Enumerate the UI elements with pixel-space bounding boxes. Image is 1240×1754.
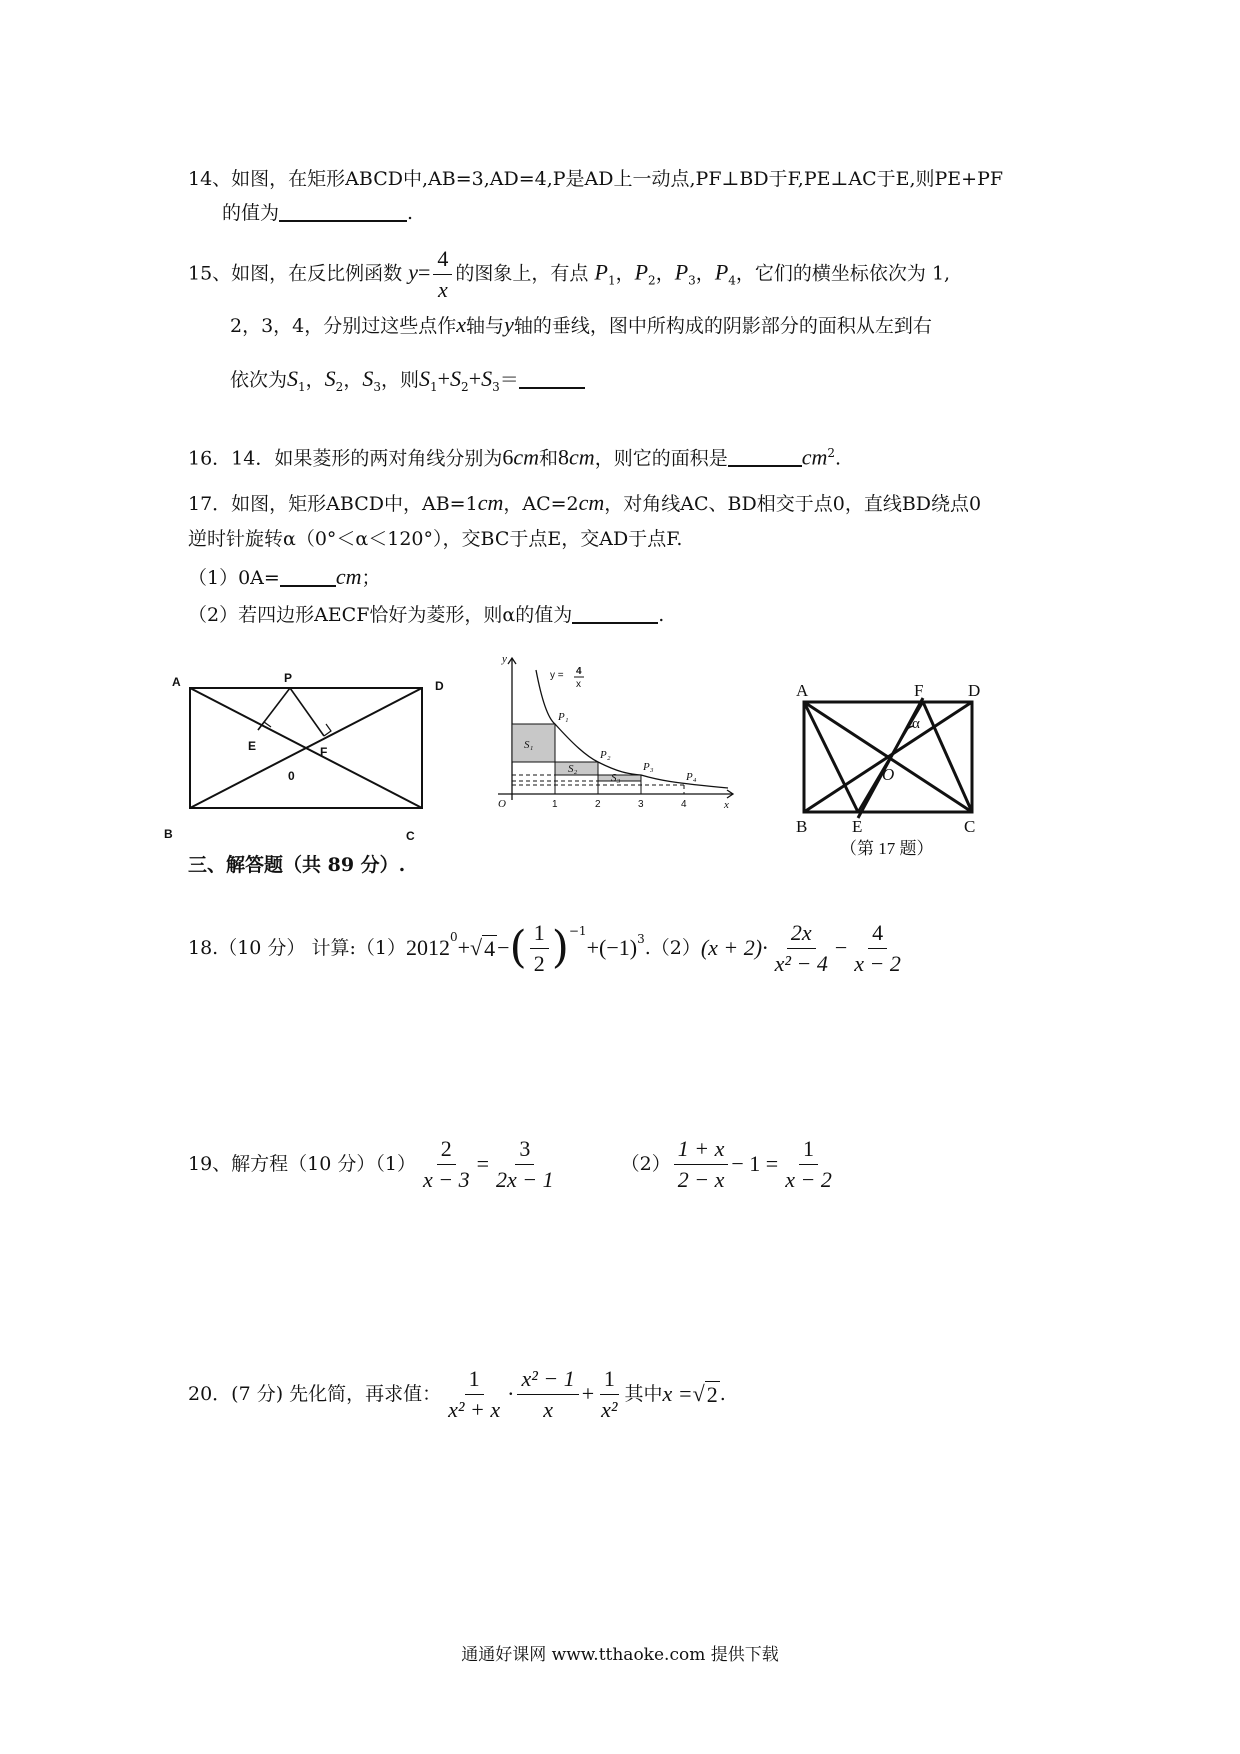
label-s2: S₂ xyxy=(568,763,578,775)
label-o: 0 xyxy=(288,769,295,783)
label-alpha: α xyxy=(912,716,920,732)
label-c: C xyxy=(964,817,976,836)
label-p2: P₂ xyxy=(600,749,611,761)
func-label-num: 4 xyxy=(576,666,582,677)
tick-1: 1 xyxy=(552,799,558,810)
func-label-den: x xyxy=(576,679,581,690)
q15-function-fraction: $\frac{4}{x}$ xyxy=(433,246,452,303)
label-origin: O xyxy=(498,798,506,810)
q20-line: 20．(7 分) 先化简，再求值： $\frac{1}{\text{x² + x}}$ · $\frac{\text{x² − 1}}{x}$ + $\frac{1}{\text{x²}}$ 其中 x = √ 2 . xyxy=(188,1365,726,1422)
segment-pf xyxy=(290,688,324,736)
q17-part2: （2）若四边形AECF恰好为菱形，则α的值为 . xyxy=(188,604,665,626)
q15-line2: 2，3，4，分别过这些点作x轴与y轴的垂线，图中所构成的阴影部分的面积从左到右 xyxy=(230,312,932,337)
label-s1: S₁ xyxy=(524,739,534,751)
tick-2: 2 xyxy=(595,799,601,810)
q17-line1: 17．如图，矩形ABCD中，AB=1cm，AC=2cm，对角线AC、BD相交于点0，直线BD绕点0 xyxy=(188,490,982,515)
section-3-heading: 三、解答题（共 89 分）. xyxy=(188,854,406,876)
func-label: y = xyxy=(550,670,564,681)
q14-answer-blank[interactable] xyxy=(279,202,407,222)
q19-line: 19、解方程（10 分）（1） $\frac{2}{x - 3}$ = $\frac{3}{2x - 1}$ （2） $\frac{1 + x}{2 - x}$ − 1 = $\frac{1}{x - 2}$ xyxy=(188,1135,832,1192)
label-c: C xyxy=(406,829,415,843)
area-s1 xyxy=(512,724,555,762)
tick-3: 3 xyxy=(638,799,644,810)
label-d: D xyxy=(435,679,444,693)
label-s3: S₃ xyxy=(611,772,621,784)
label-e: E xyxy=(852,817,863,836)
q17-line2: 逆时针旋转α（0°＜α＜120°），交BC于点E，交AD于点F. xyxy=(188,528,683,550)
tick-4: 4 xyxy=(681,799,687,810)
q17-part2-blank[interactable] xyxy=(572,604,658,624)
q16-answer-blank[interactable] xyxy=(728,447,802,467)
q16-line: 16．14．如果菱形的两对角线分别为6cm和8cm，则它的面积是 $cm^2$. xyxy=(188,444,842,470)
label-e: E xyxy=(248,739,257,753)
label-f: F xyxy=(914,681,924,700)
label-p4: P₄ xyxy=(686,771,697,783)
figure-q15-inverse-function xyxy=(488,652,748,812)
label-p1: P₁ xyxy=(558,711,569,723)
figure-q14-rectangle xyxy=(160,658,460,848)
label-p: P xyxy=(284,671,293,685)
q15-line1: 15、如图，在反比例函数 y= $\frac{4}{x}$ 的图象上，有点 $P_1$，$P_2$，$P_3$，$P_4$，它们的横坐标依次为 1, xyxy=(188,246,951,302)
q14-line2: 的值为 . xyxy=(222,202,414,224)
label-f: F xyxy=(320,745,328,759)
q14-line1: 14、如图，在矩形ABCD中,AB=3,AD=4,P是AD上一动点,PF⊥BD于F,PE⊥AC于E,则PE+PF xyxy=(188,168,1004,190)
label-d: D xyxy=(968,681,981,700)
label-p3: P₃ xyxy=(643,761,654,773)
label-b: B xyxy=(164,827,173,841)
label-axis-x: x xyxy=(724,799,729,811)
q17-part1-blank[interactable] xyxy=(280,567,336,587)
label-a: A xyxy=(172,675,181,689)
figure-caption: （第 17 题） xyxy=(840,839,934,858)
q15-answer-blank[interactable] xyxy=(519,369,585,389)
label-b: B xyxy=(796,817,808,836)
label-axis-y: y xyxy=(502,653,507,665)
footer-download-note: 通通好课网 www.tthaoke.com 提供下载 xyxy=(461,1645,779,1665)
figure-q17-rectangle xyxy=(792,678,992,858)
label-o: O xyxy=(882,765,895,784)
q18-line: 18.（10 分） 计算:（1） 2012 $^0$ + √ 4 − ( $\frac{1}{2}$ ) $^{-1}$ + (−1) $^3$ . （2） (x + 2)· $\frac{2x}{\text{x² − 4}}$ − $\frac{4}{x - 2}$ xyxy=(188,919,901,976)
q15-line3: 依次为$S_1$，$S_2$，$S_3$，则$S_1+S_2+S_3=$ xyxy=(230,366,585,400)
label-a: A xyxy=(796,681,809,700)
q17-part1: （1）0A= cm； xyxy=(188,564,381,589)
